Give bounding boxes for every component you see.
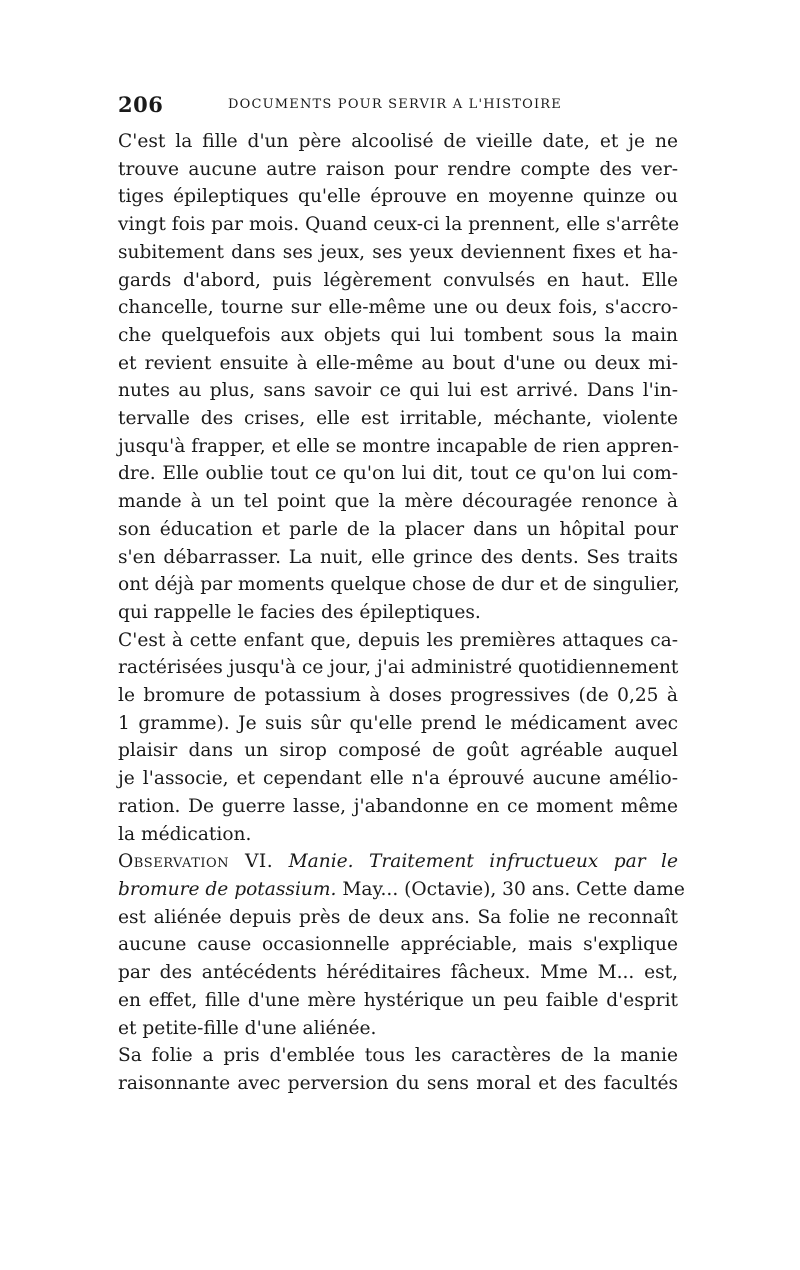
text-line: ractérisées jusqu'à ce jour, j'ai administré quotidiennement [118,657,679,679]
text-line: C'est la fille d'un père alcoolisé de vieille date, et je ne [118,131,678,152]
text-line: ont déjà par moments quelque chose de dur et de singulier, [118,574,680,596]
text-line: jusqu'à frapper, et elle se montre incapable de rien appren- [118,435,680,457]
text-line: tervalle des crises, elle est irritable, méchante, violente [118,408,678,430]
text-line: la médication. [118,823,252,845]
text-line: plaisir dans un sirop composé de goût agréable auquel [118,740,678,762]
running-head [118,92,678,122]
observation-title: Manie. Traitement infructueux par le [288,851,678,873]
observation-subtitle-line [118,876,685,904]
text-line: raisonnante avec perversion du sens moral et des facultés [118,1072,678,1094]
text-line: che quelquefois aux objets qui lui tombent sous la main [118,324,678,346]
text-line: et revient ensuite à elle-même au bout d'une ou deux mi- [118,352,678,374]
paragraph-2 [118,627,678,849]
text-line: 1 gramme). Je suis sûr qu'elle prend le médicament avec [118,712,678,734]
text-line: par des antécédents héréditaires fâcheux. Mme M... est, [118,962,678,984]
text-line: trouve aucune autre raison pour rendre compte des ver- [118,158,678,180]
observation-title-cont: bromure de potassium. [118,878,337,900]
text-line: et petite-fille d'une aliénée. [118,1017,377,1039]
text-line: vingt fois par mois. Quand ceux-ci la prennent, elle s'arrête [118,214,680,236]
page-number: 206 [118,92,164,117]
text-line: dre. Elle oublie tout ce qu'on lui dit, tout ce qu'on lui com- [118,463,678,485]
text-line: nutes au plus, sans savoir ce qui lui est arrivé. Dans l'in- [118,380,678,402]
text-line: tiges épileptiques qu'elle éprouve en moyenne quinze ou [118,186,678,208]
text-line: ration. De guerre lasse, j'abandonne en ce moment même [118,795,678,817]
text-line: C'est à cette enfant que, depuis les premières attaques ca- [118,629,678,651]
text-line: mande à un tel point que la mère découragée renonce à [118,491,678,513]
text-line: je l'associe, et cependant elle n'a éprouvé aucune amélio- [118,768,678,790]
paragraph-1 [118,128,678,627]
observation-paragraph [118,848,685,1042]
text-line: gards d'abord, puis légèrement convulsés en haut. Elle [118,269,678,291]
text-line: aucune cause occasionnelle appréciable, mais s'explique [118,934,678,956]
text-line: qui rappelle le facies des épileptiques. [118,601,481,623]
text-line: le bromure de potassium à doses progressives (de 0,25 à [118,685,678,707]
observation-label: Observation VI. [118,851,274,873]
text-line: Sa folie a pris d'emblée tous les caractères de la manie [118,1045,678,1067]
book-page [118,92,685,1098]
text-line: chancelle, tourne sur elle-même une ou deux fois, s'accro- [118,297,678,319]
text-line: subitement dans ses jeux, ses yeux deviennent fixes et ha- [118,241,678,263]
paragraph-4 [118,1042,678,1097]
observation-heading-line [118,848,678,876]
text-line: s'en débarrasser. La nuit, elle grince des dents. Ses traits [118,546,678,568]
observation-text: May... (Octavie), 30 ans. Cette dame [342,878,685,900]
running-title: DOCUMENTS POUR SERVIR A L'HISTOIRE [228,97,562,112]
text-line: en effet, fille d'une mère hystérique un peu faible d'esprit [118,989,678,1011]
text-line: est aliénée depuis près de deux ans. Sa folie ne reconnaît [118,906,678,928]
text-line: son éducation et parle de la placer dans un hôpital pour [118,518,678,540]
